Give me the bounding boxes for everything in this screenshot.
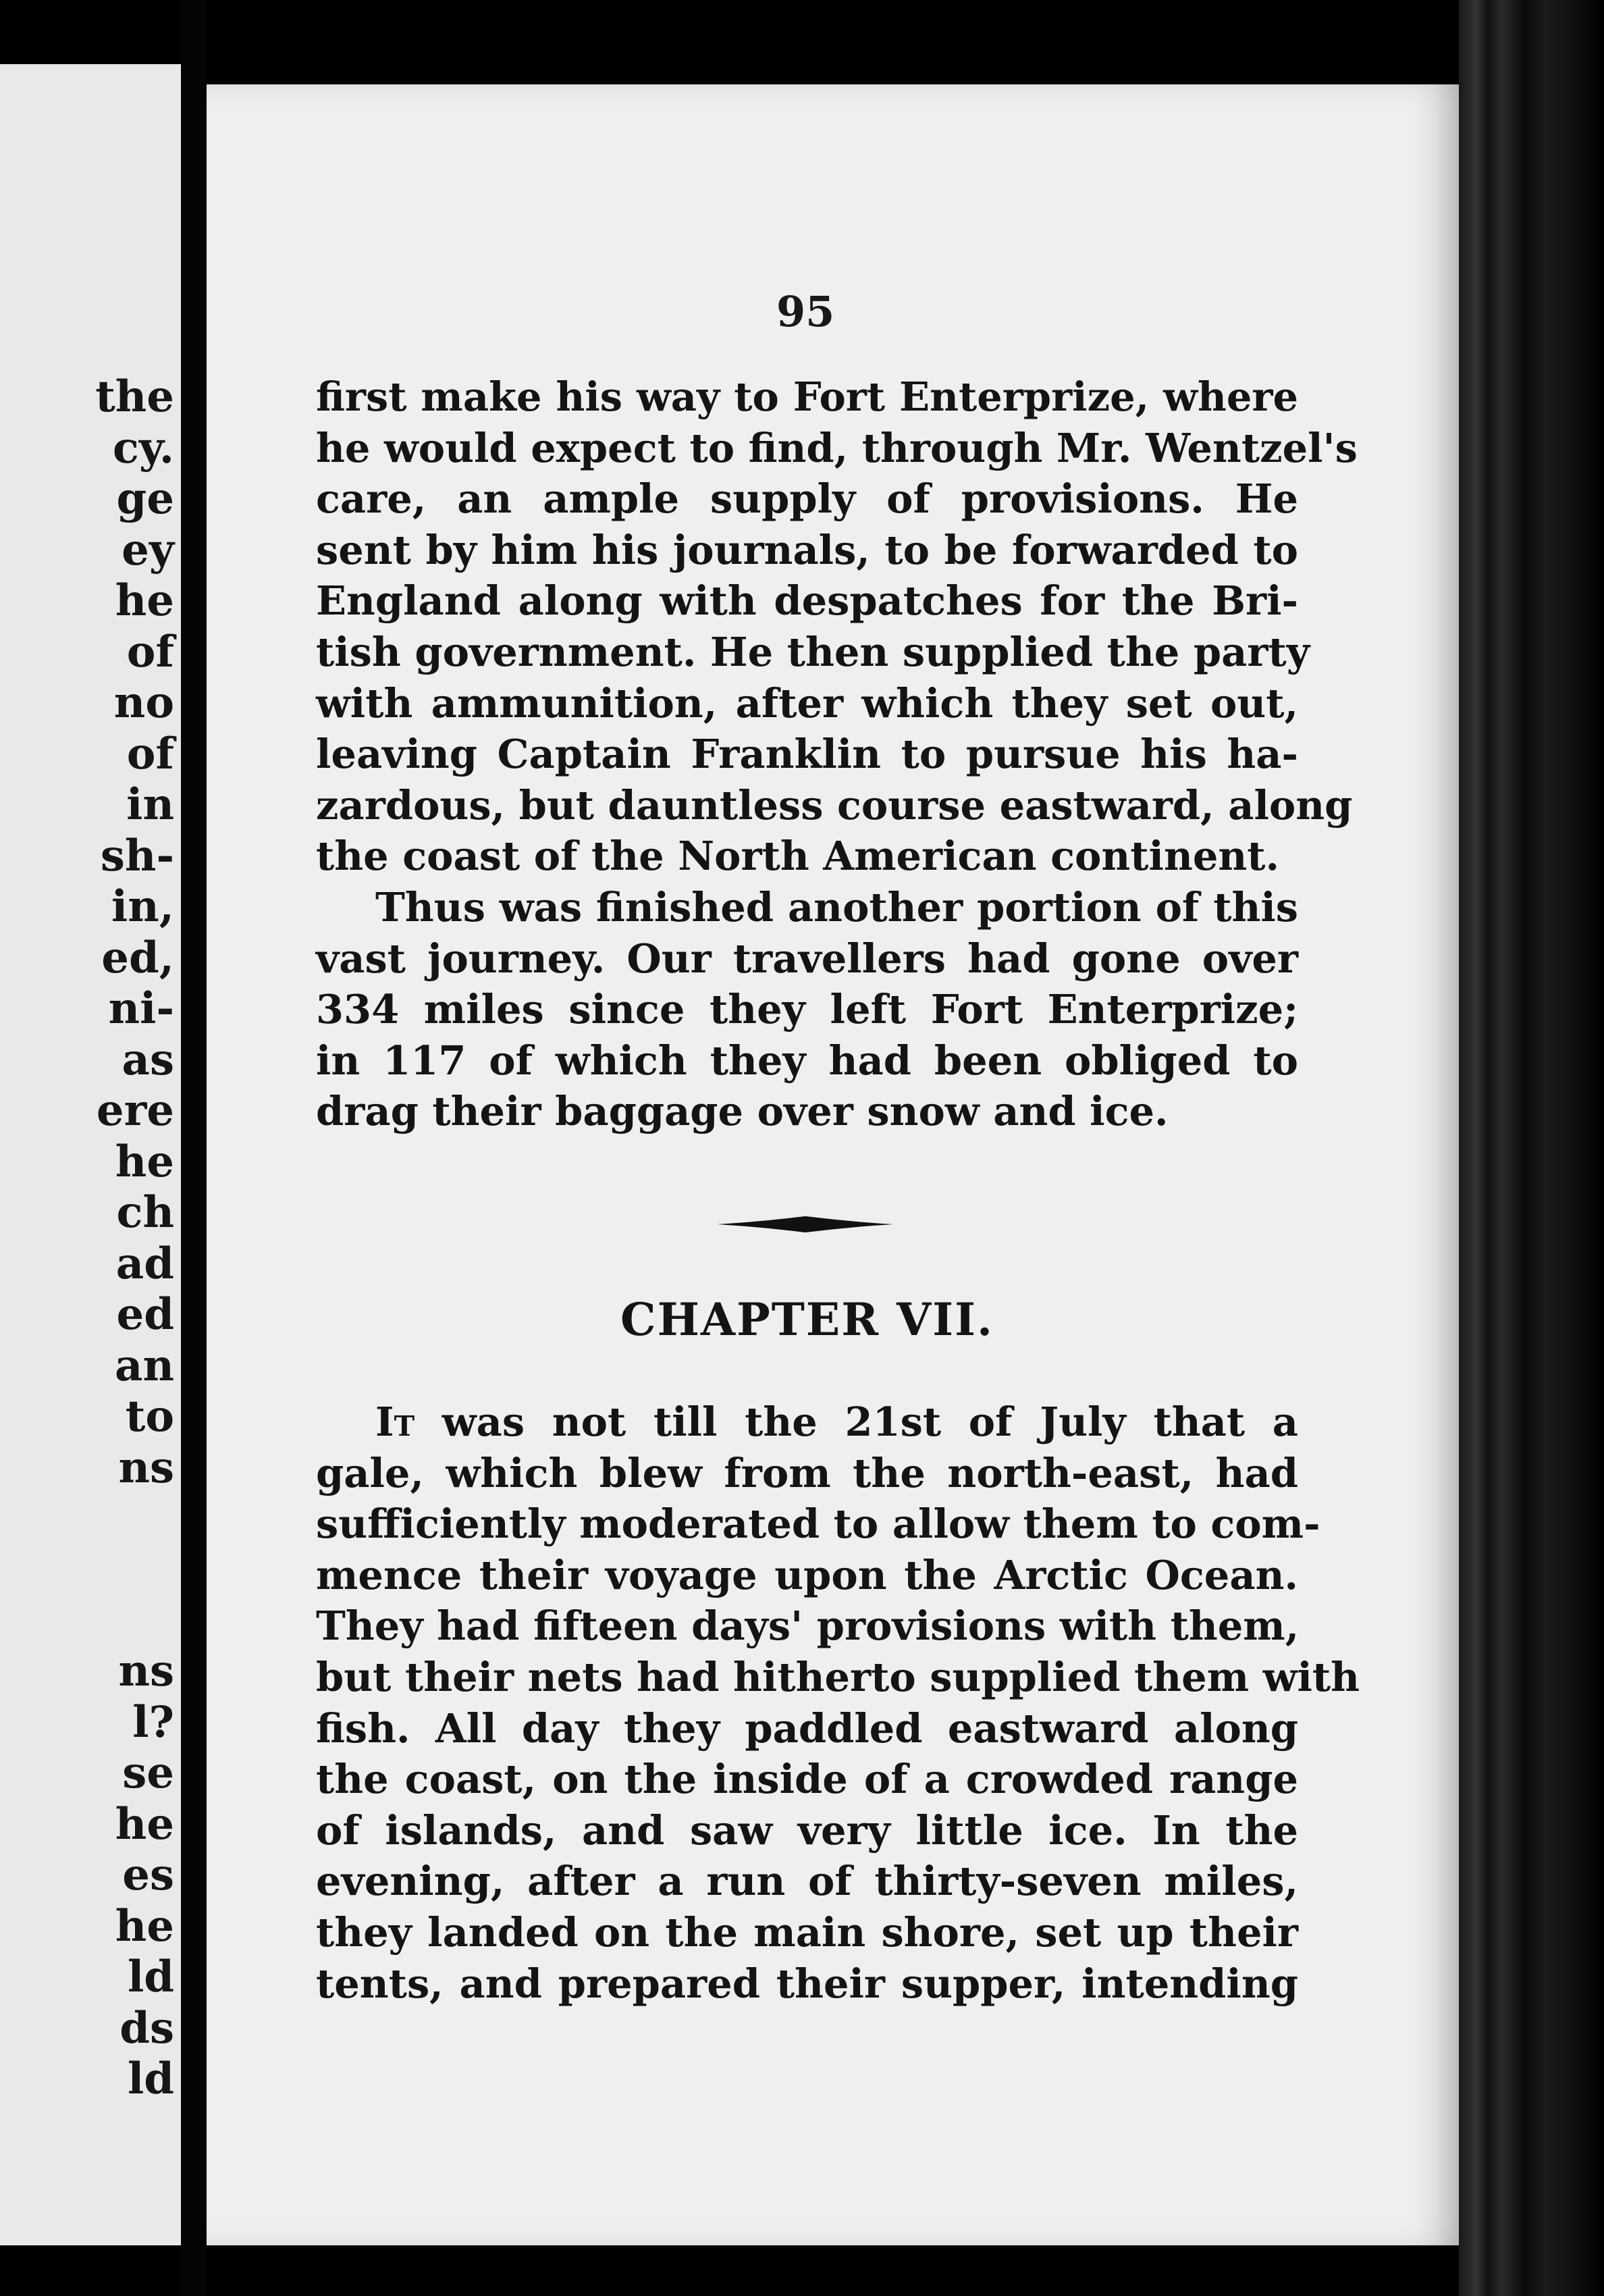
facing-line: ds bbox=[119, 2002, 174, 2054]
text-line: mence their voyage upon the Arctic Ocean. bbox=[316, 1551, 1298, 1598]
facing-line: ns bbox=[118, 1442, 174, 1493]
text-line: in 117 of which they had been obliged to bbox=[316, 1037, 1298, 1084]
text-line: the coast of the North American continent. bbox=[316, 833, 1280, 880]
section-divider-ornament bbox=[718, 1214, 893, 1234]
text-line: first make his way to Fort Enterprize, where bbox=[316, 373, 1298, 420]
facing-line: ey bbox=[122, 524, 174, 575]
facing-line: sh- bbox=[100, 830, 174, 881]
text-line: with ammunition, after which they set out, bbox=[316, 679, 1298, 727]
facing-line: of bbox=[126, 728, 174, 779]
facing-line: ge bbox=[116, 473, 174, 524]
facing-line: ere bbox=[96, 1085, 174, 1136]
page-number: 95 bbox=[776, 287, 835, 336]
facing-line: as bbox=[122, 1034, 174, 1085]
facing-line: l? bbox=[132, 1696, 174, 1748]
body-text-bottom bbox=[316, 1397, 1360, 2009]
text-line-first bbox=[316, 1397, 1298, 1448]
text-line: the coast, on the inside of a crowded range bbox=[316, 1756, 1298, 1803]
book-gutter bbox=[181, 0, 207, 2296]
text-line: 334 miles since they left Fort Enterprize; bbox=[316, 986, 1298, 1033]
facing-line: he bbox=[115, 575, 174, 626]
facing-line: no bbox=[113, 677, 174, 728]
facing-line: ed bbox=[116, 1289, 174, 1340]
facing-line: an bbox=[115, 1340, 174, 1391]
facing-line: ld bbox=[127, 2054, 174, 2104]
text-line: gale, which blew from the north-east, had bbox=[316, 1449, 1298, 1496]
drop-word: It bbox=[375, 1399, 415, 1445]
chapter-heading: CHAPTER VII. bbox=[620, 1293, 994, 1346]
facing-line: cy. bbox=[112, 422, 174, 473]
body-text-top bbox=[316, 371, 1358, 1137]
text-line: of islands, and saw very little ice. In the bbox=[316, 1806, 1298, 1854]
text-line: tish government. He then supplied the party bbox=[316, 628, 1310, 675]
text-line: he would expect to find, through Mr. Wentzel's bbox=[316, 424, 1358, 471]
facing-line: in bbox=[126, 779, 174, 830]
text-line: but their nets had hitherto supplied them with bbox=[316, 1653, 1360, 1700]
facing-line: ch bbox=[116, 1187, 174, 1238]
facing-page-gap bbox=[95, 1493, 174, 1646]
text-line: vast journey. Our travellers had gone over bbox=[316, 935, 1298, 982]
text-line: care, an ample supply of provisions. He bbox=[316, 475, 1298, 523]
text-line: They had fifteen days' provisions with them, bbox=[316, 1602, 1300, 1650]
text-line: leaving Captain Franklin to pursue his ha- bbox=[316, 731, 1298, 778]
text-line: sent by him his journals, to be forwarded to bbox=[316, 526, 1298, 573]
facing-line: es bbox=[122, 1850, 174, 1900]
facing-line: ns bbox=[118, 1646, 174, 1696]
text-line-rest: was not till the 21st of July that a bbox=[415, 1399, 1298, 1445]
facing-line: he bbox=[115, 1900, 174, 1952]
text-line: England along with despatches for the Bri- bbox=[316, 577, 1298, 625]
facing-line: he bbox=[115, 1136, 174, 1187]
text-line: evening, after a run of thirty-seven miles, bbox=[316, 1858, 1298, 1905]
page-edge-shadow bbox=[1459, 0, 1604, 2296]
facing-line: the bbox=[95, 371, 174, 422]
text-line: they landed on the main shore, set up their bbox=[316, 1908, 1298, 1956]
text-line: fish. All day they paddled eastward along bbox=[316, 1704, 1298, 1752]
facing-line: he bbox=[115, 1798, 174, 1850]
text-line: zardous, but dauntless course eastward, along bbox=[316, 781, 1353, 829]
facing-line: in, bbox=[111, 881, 174, 932]
text-line: sufficiently moderated to allow them to com- bbox=[316, 1501, 1320, 1548]
text-line: tents, and prepared their supper, intending bbox=[316, 1960, 1298, 2007]
facing-line: ni- bbox=[108, 983, 174, 1034]
text-line: Thus was finished another portion of this bbox=[375, 883, 1298, 931]
facing-line: ad bbox=[115, 1238, 174, 1289]
facing-line: se bbox=[122, 1748, 174, 1798]
facing-page-fragment bbox=[0, 64, 181, 2245]
text-line: drag their baggage over snow and ice. bbox=[316, 1088, 1169, 1135]
facing-line: ed, bbox=[101, 932, 174, 983]
facing-line: to bbox=[125, 1391, 174, 1442]
facing-line: ld bbox=[127, 1952, 174, 2002]
facing-page-line-ends bbox=[95, 371, 174, 2105]
facing-line: of bbox=[126, 626, 174, 677]
